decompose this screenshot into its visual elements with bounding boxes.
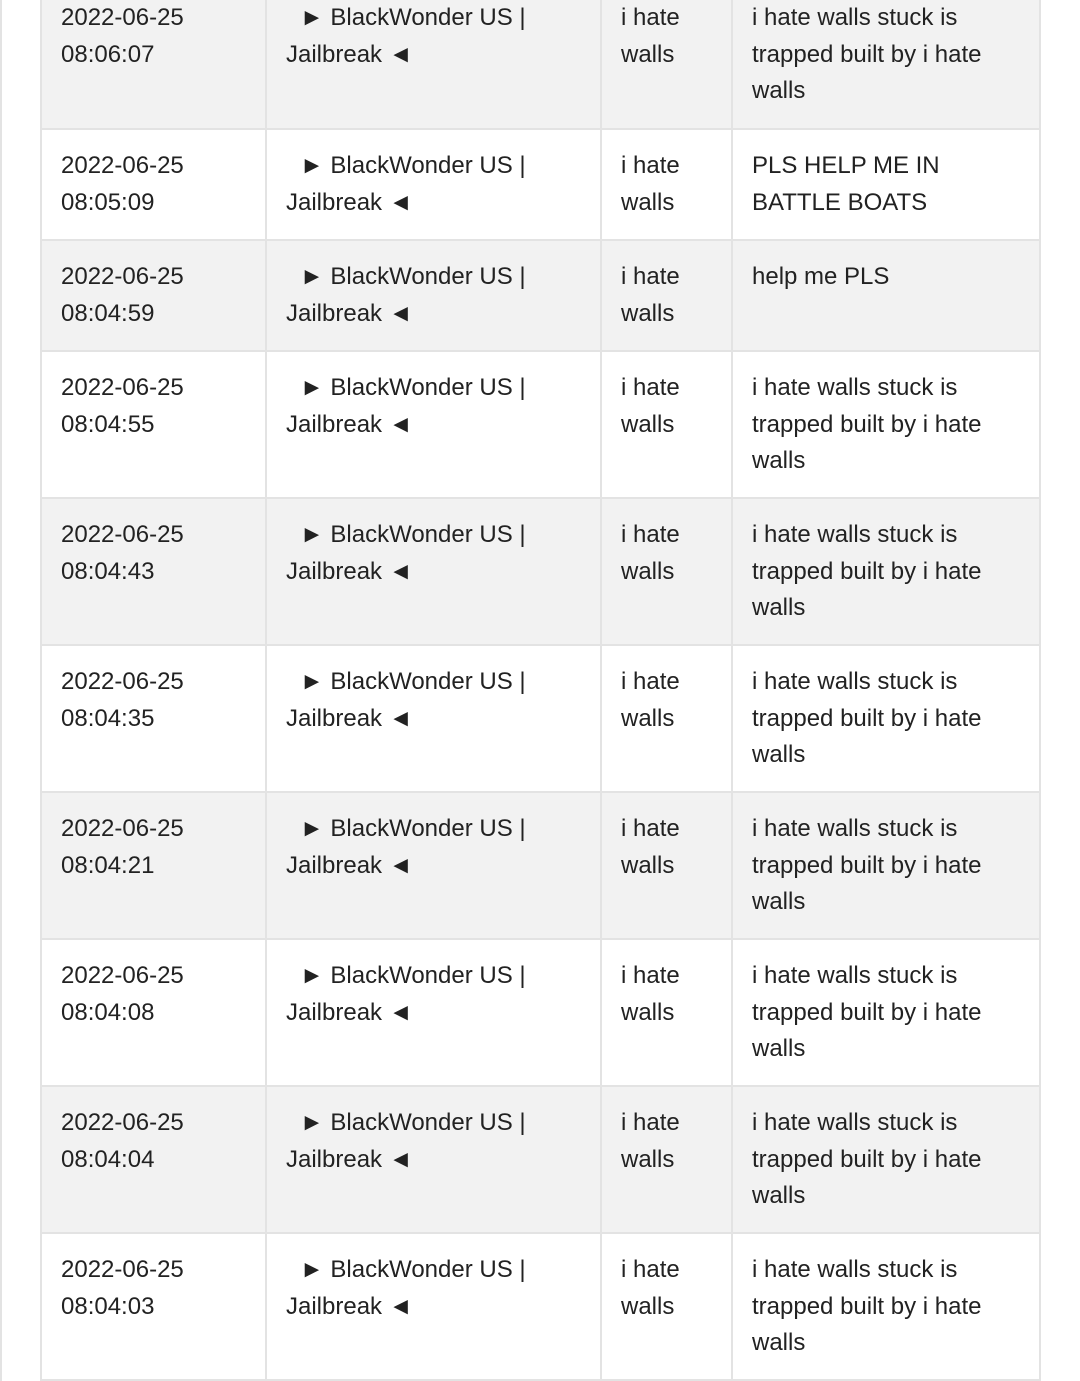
server-name-text-cont: Jailbreak ◄ bbox=[286, 299, 413, 327]
message-text: i hate walls stuck is trapped built by i hate walls bbox=[752, 521, 982, 622]
time-text: 08:04:43 bbox=[61, 557, 155, 585]
server-name-text: ► BlackWonder US | bbox=[300, 1256, 526, 1283]
message-cell bbox=[732, 939, 1040, 1086]
table-row bbox=[41, 1233, 1040, 1380]
message-text: i hate walls stuck is trapped built by i hate walls bbox=[752, 4, 982, 105]
time-text: 08:04:59 bbox=[61, 299, 155, 327]
table-row bbox=[41, 240, 1040, 351]
server-cell bbox=[266, 1086, 601, 1233]
chat-log-table-container bbox=[40, 0, 1039, 1381]
username-text: i hate bbox=[621, 668, 680, 695]
server-cell bbox=[266, 645, 601, 792]
username-text-cont: walls bbox=[621, 557, 675, 585]
table-row bbox=[41, 1086, 1040, 1233]
username-text: i hate bbox=[621, 962, 680, 989]
date-text: 2022-06-25 bbox=[61, 152, 184, 179]
table-row bbox=[41, 792, 1040, 939]
table-row bbox=[41, 351, 1040, 498]
username-cell bbox=[601, 498, 732, 645]
server-cell bbox=[266, 0, 601, 129]
time-text: 08:04:21 bbox=[61, 851, 155, 879]
message-cell bbox=[732, 129, 1040, 240]
date-text: 2022-06-25 bbox=[61, 815, 184, 842]
username-cell bbox=[601, 129, 732, 240]
message-cell bbox=[732, 1086, 1040, 1233]
timestamp-cell bbox=[41, 645, 266, 792]
server-name-text-cont: Jailbreak ◄ bbox=[286, 1292, 413, 1320]
username-cell bbox=[601, 240, 732, 351]
username-cell bbox=[601, 792, 732, 939]
username-cell bbox=[601, 1086, 732, 1233]
table-row bbox=[41, 0, 1040, 129]
username-text-cont: walls bbox=[621, 704, 675, 732]
date-text: 2022-06-25 bbox=[61, 263, 184, 290]
date-text: 2022-06-25 bbox=[61, 668, 184, 695]
server-name-text: ► BlackWonder US | bbox=[300, 962, 526, 989]
timestamp-cell bbox=[41, 240, 266, 351]
server-name-text: ► BlackWonder US | bbox=[300, 815, 526, 842]
table-row bbox=[41, 129, 1040, 240]
server-cell bbox=[266, 240, 601, 351]
username-text-cont: walls bbox=[621, 410, 675, 438]
date-text: 2022-06-25 bbox=[61, 1256, 184, 1283]
timestamp-cell bbox=[41, 129, 266, 240]
message-text: i hate walls stuck is trapped built by i hate walls bbox=[752, 668, 982, 769]
date-text: 2022-06-25 bbox=[61, 4, 184, 31]
message-text: help me PLS bbox=[752, 263, 890, 290]
date-text: 2022-06-25 bbox=[61, 374, 184, 401]
table-row bbox=[41, 645, 1040, 792]
server-name-text: ► BlackWonder US | bbox=[300, 521, 526, 548]
message-cell bbox=[732, 645, 1040, 792]
message-cell bbox=[732, 351, 1040, 498]
chat-log-table bbox=[40, 0, 1041, 1381]
table-row bbox=[41, 498, 1040, 645]
timestamp-cell bbox=[41, 939, 266, 1086]
timestamp-cell bbox=[41, 1233, 266, 1380]
message-text: PLS HELP ME IN BATTLE BOATS bbox=[752, 152, 940, 216]
server-name-text-cont: Jailbreak ◄ bbox=[286, 998, 413, 1026]
server-name-text: ► BlackWonder US | bbox=[300, 1109, 526, 1136]
server-cell bbox=[266, 129, 601, 240]
server-name-text-cont: Jailbreak ◄ bbox=[286, 557, 413, 585]
server-cell bbox=[266, 792, 601, 939]
server-name-text-cont: Jailbreak ◄ bbox=[286, 1145, 413, 1173]
date-text: 2022-06-25 bbox=[61, 521, 184, 548]
username-text-cont: walls bbox=[621, 998, 675, 1026]
server-name-text: ► BlackWonder US | bbox=[300, 263, 526, 290]
table-row bbox=[41, 939, 1040, 1086]
username-text: i hate bbox=[621, 4, 680, 31]
username-text: i hate bbox=[621, 374, 680, 401]
timestamp-cell bbox=[41, 351, 266, 498]
page-left-border bbox=[0, 0, 2, 1381]
time-text: 08:04:04 bbox=[61, 1145, 155, 1173]
time-text: 08:05:09 bbox=[61, 188, 155, 216]
message-text: i hate walls stuck is trapped built by i hate walls bbox=[752, 815, 982, 916]
message-cell bbox=[732, 498, 1040, 645]
server-name-text-cont: Jailbreak ◄ bbox=[286, 40, 413, 68]
server-cell bbox=[266, 1233, 601, 1380]
server-name-text-cont: Jailbreak ◄ bbox=[286, 188, 413, 216]
message-text: i hate walls stuck is trapped built by i hate walls bbox=[752, 962, 982, 1063]
server-name-text: ► BlackWonder US | bbox=[300, 4, 526, 31]
server-name-text: ► BlackWonder US | bbox=[300, 668, 526, 695]
username-text: i hate bbox=[621, 1256, 680, 1283]
time-text: 08:04:55 bbox=[61, 410, 155, 438]
username-cell bbox=[601, 351, 732, 498]
message-text: i hate walls stuck is trapped built by i hate walls bbox=[752, 374, 982, 475]
server-name-text-cont: Jailbreak ◄ bbox=[286, 851, 413, 879]
username-cell bbox=[601, 645, 732, 792]
server-name-text: ► BlackWonder US | bbox=[300, 374, 526, 401]
username-text-cont: walls bbox=[621, 1145, 675, 1173]
server-cell bbox=[266, 351, 601, 498]
time-text: 08:06:07 bbox=[61, 40, 155, 68]
username-text: i hate bbox=[621, 263, 680, 290]
timestamp-cell bbox=[41, 498, 266, 645]
chat-log-body bbox=[41, 0, 1040, 1380]
username-text: i hate bbox=[621, 521, 680, 548]
server-name-text-cont: Jailbreak ◄ bbox=[286, 704, 413, 732]
server-name-text-cont: Jailbreak ◄ bbox=[286, 410, 413, 438]
username-cell bbox=[601, 939, 732, 1086]
username-text: i hate bbox=[621, 815, 680, 842]
timestamp-cell bbox=[41, 792, 266, 939]
server-cell bbox=[266, 939, 601, 1086]
message-text: i hate walls stuck is trapped built by i hate walls bbox=[752, 1109, 982, 1210]
server-name-text: ► BlackWonder US | bbox=[300, 152, 526, 179]
username-cell bbox=[601, 0, 732, 129]
username-text-cont: walls bbox=[621, 1292, 675, 1320]
message-cell bbox=[732, 792, 1040, 939]
username-text-cont: walls bbox=[621, 188, 675, 216]
message-text: i hate walls stuck is trapped built by i hate walls bbox=[752, 1256, 982, 1357]
username-cell bbox=[601, 1233, 732, 1380]
timestamp-cell bbox=[41, 0, 266, 129]
time-text: 08:04:03 bbox=[61, 1292, 155, 1320]
date-text: 2022-06-25 bbox=[61, 962, 184, 989]
username-text-cont: walls bbox=[621, 40, 675, 68]
server-cell bbox=[266, 498, 601, 645]
timestamp-cell bbox=[41, 1086, 266, 1233]
message-cell bbox=[732, 0, 1040, 129]
time-text: 08:04:08 bbox=[61, 998, 155, 1026]
username-text-cont: walls bbox=[621, 851, 675, 879]
time-text: 08:04:35 bbox=[61, 704, 155, 732]
username-text: i hate bbox=[621, 1109, 680, 1136]
date-text: 2022-06-25 bbox=[61, 1109, 184, 1136]
message-cell bbox=[732, 1233, 1040, 1380]
message-cell bbox=[732, 240, 1040, 351]
username-text-cont: walls bbox=[621, 299, 675, 327]
username-text: i hate bbox=[621, 152, 680, 179]
